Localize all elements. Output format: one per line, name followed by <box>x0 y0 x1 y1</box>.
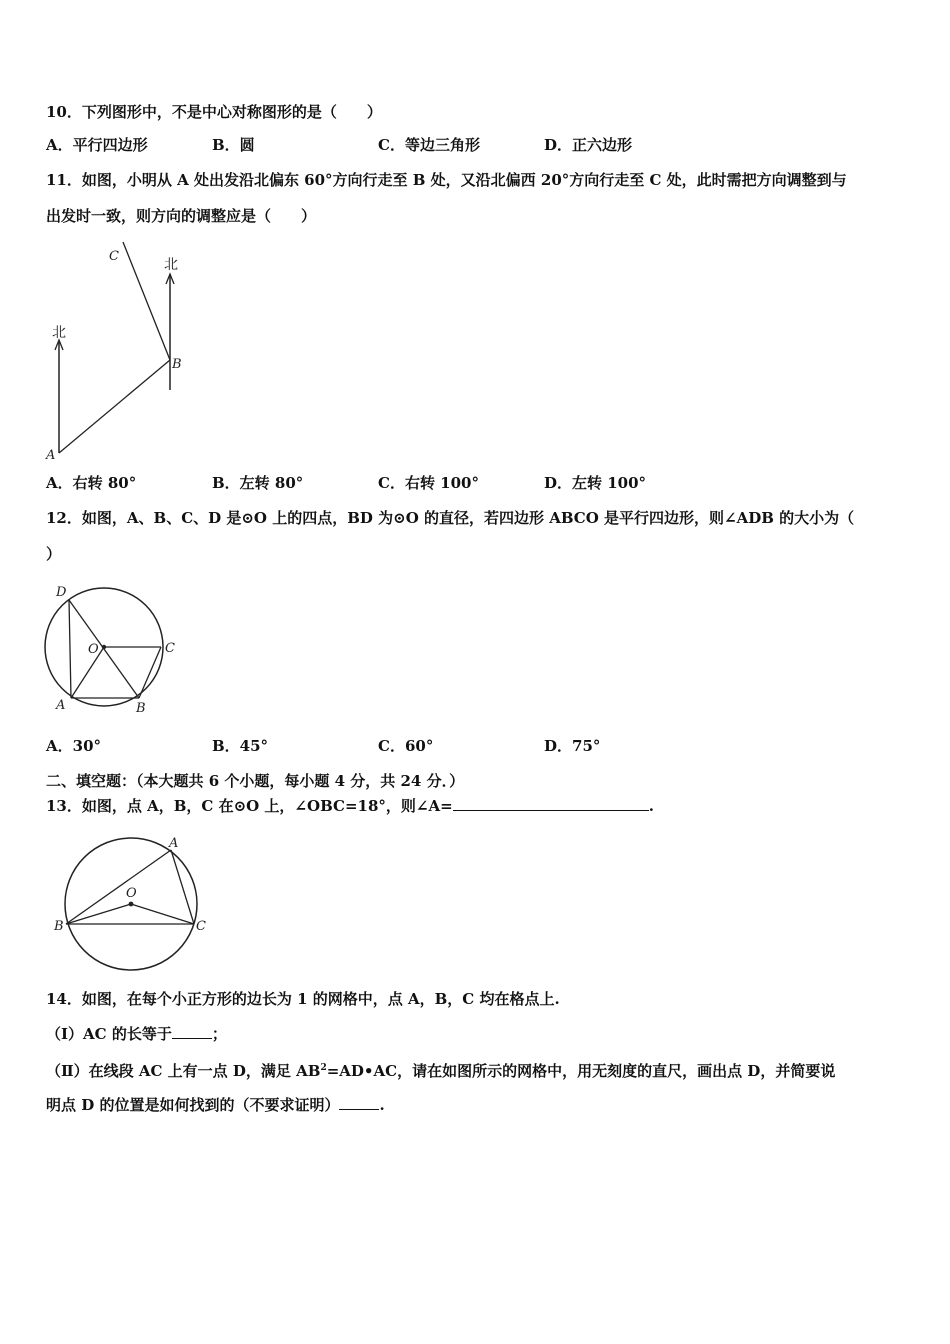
segment-bc <box>123 242 170 360</box>
segment-ob <box>66 904 131 924</box>
q12-figure <box>44 582 184 716</box>
north-label-b: 北 <box>164 257 178 273</box>
point-c-label: C <box>165 641 175 656</box>
point-b-label: B <box>172 357 182 372</box>
q11-option-c: C．右转 100° <box>378 474 479 492</box>
q12-option-a: A．30° <box>46 737 102 755</box>
q14-part2-line2 <box>46 1095 385 1115</box>
q14-stem: 14．如图，在每个小正方形的边长为 1 的网格中，点 A，B，C 均在格点上. <box>46 990 560 1008</box>
q13-stem-text: 13．如图，点 A，B，C 在⊙O 上，∠OBC=18°，则∠A= <box>46 797 453 815</box>
q14-part2-exponent: 2 <box>320 1063 327 1073</box>
segment-ab <box>59 360 170 453</box>
q12-option-d: D．75° <box>544 737 601 755</box>
q12-stem-line1: 12．如图，A、B、C、D 是⊙O 上的四点，BD 为⊙O 的直径，若四边形 ABCO 是平行四边形，则∠ADB 的大小为（ <box>46 509 855 527</box>
q14-part1 <box>46 1024 227 1044</box>
point-a-label: A <box>56 698 66 713</box>
q14-part1-text: （Ⅰ）AC 的长等于 <box>46 1025 172 1043</box>
q14-part2-answer-blank[interactable] <box>339 1095 379 1110</box>
q12-option-c: C．60° <box>378 737 434 755</box>
q10-stem: 10．下列图形中，不是中心对称图形的是（ ） <box>46 103 382 121</box>
q13-stem <box>46 796 654 816</box>
q13-answer-blank[interactable] <box>453 796 649 811</box>
point-b-label: B <box>54 919 64 934</box>
point-o-label: O <box>88 642 99 657</box>
chord-da <box>69 600 71 698</box>
section-2-heading: 二、填空题：（本大题共 6 个小题，每小题 4 分，共 24 分．） <box>46 772 465 790</box>
point-b-label: B <box>136 701 146 716</box>
point-o-label: O <box>126 886 137 901</box>
point-c-label: C <box>109 249 119 264</box>
q14-part1-end: ； <box>211 1025 227 1043</box>
q13-figure <box>50 834 215 974</box>
north-label-a: 北 <box>52 325 66 341</box>
q14-part2-line1 <box>46 1058 835 1081</box>
q10-option-c: C．等边三角形 <box>378 136 480 154</box>
point-c-label: C <box>196 919 206 934</box>
q11-stem-line2: 出发时一致，则方向的调整应是（ ） <box>46 207 317 225</box>
center-dot <box>129 902 134 907</box>
point-a-label: A <box>169 836 179 851</box>
q11-option-a: A．右转 80° <box>46 474 137 492</box>
q11-figure <box>40 238 200 463</box>
center-dot <box>102 645 106 649</box>
q13-stem-end: . <box>648 797 654 815</box>
point-d-label: D <box>56 585 67 600</box>
q10-option-d: D．正六边形 <box>544 136 633 154</box>
q11-option-d: D．左转 100° <box>544 474 647 492</box>
q14-part1-answer-blank[interactable] <box>172 1024 212 1039</box>
segment-oc <box>131 904 194 924</box>
q14-part2-line2-text: 明点 D 的位置是如何找到的（不要求证明） <box>46 1096 340 1114</box>
q11-option-b: B．左转 80° <box>212 474 304 492</box>
q12-option-b: B．45° <box>212 737 269 755</box>
q11-stem-line1: 11．如图，小明从 A 处出发沿北偏东 60°方向行走至 B 处，又沿北偏西 20°方向行走至 C 处，此时需把方向调整到与 <box>46 171 847 189</box>
q14-part2-text-a: （Ⅱ）在线段 AC 上有一点 D，满足 AB <box>46 1062 321 1080</box>
q14-part2-end: . <box>379 1096 385 1114</box>
q10-option-a: A．平行四边形 <box>46 136 148 154</box>
chord-ac <box>171 850 194 924</box>
point-a-label: A <box>46 448 56 463</box>
q10-option-b: B．圆 <box>212 136 255 154</box>
q14-part2-text-b: =AD•AC，请在如图所示的网格中，用无刻度的直尺，画出点 D，并简要说 <box>326 1062 836 1080</box>
q12-stem-line2: ） <box>46 545 62 563</box>
